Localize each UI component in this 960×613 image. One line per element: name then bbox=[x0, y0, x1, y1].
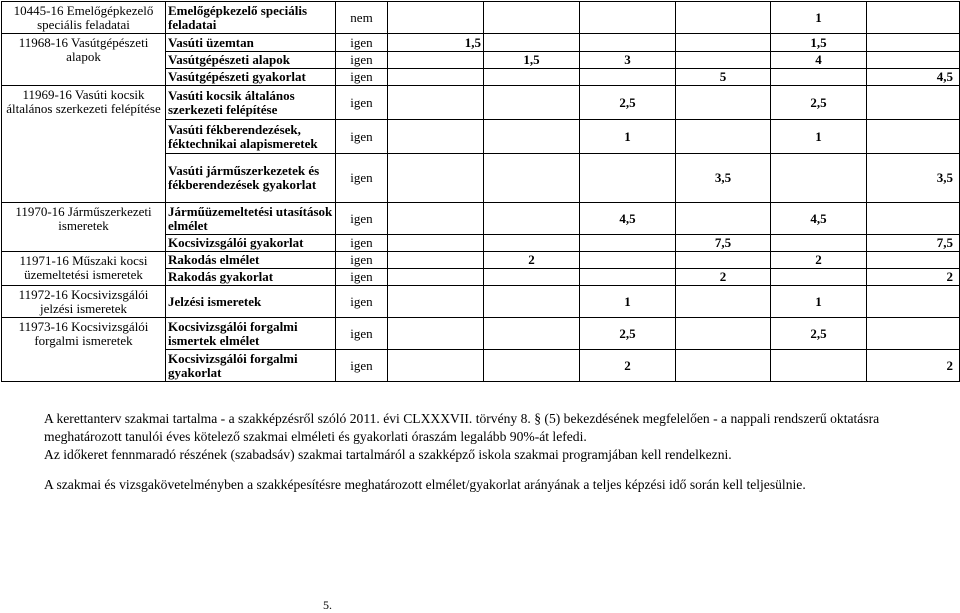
hours-cell: 1 bbox=[771, 2, 867, 34]
hours-cell bbox=[388, 69, 484, 86]
hours-cell: 1 bbox=[580, 120, 676, 154]
hours-cell: 2 bbox=[771, 252, 867, 269]
required-cell: igen bbox=[336, 318, 388, 350]
topic-cell: Vasútgépészeti alapok bbox=[166, 52, 336, 69]
hours-cell bbox=[867, 252, 960, 269]
required-cell: igen bbox=[336, 269, 388, 286]
module-cell: 11969-16 Vasúti kocsik általános szerkezeti felépítése bbox=[2, 86, 166, 203]
hours-cell bbox=[580, 69, 676, 86]
hours-cell: 2 bbox=[867, 269, 960, 286]
hours-cell bbox=[771, 69, 867, 86]
table-row bbox=[2, 203, 960, 235]
hours-cell bbox=[676, 286, 771, 318]
hours-cell bbox=[484, 286, 580, 318]
topic-cell: Vasúti fékberendezések, féktechnikai alapismeretek bbox=[166, 120, 336, 154]
hours-cell: 1,5 bbox=[771, 34, 867, 52]
hours-cell bbox=[484, 154, 580, 203]
hours-cell bbox=[388, 350, 484, 382]
hours-cell bbox=[388, 318, 484, 350]
hours-cell: 1,5 bbox=[388, 34, 484, 52]
hours-cell bbox=[388, 235, 484, 252]
hours-cell bbox=[388, 2, 484, 34]
required-cell: igen bbox=[336, 252, 388, 269]
table-row bbox=[2, 318, 960, 350]
hours-cell bbox=[484, 203, 580, 235]
topic-cell: Vasúti járműszerkezetek és fékberendezések gyakorlat bbox=[166, 154, 336, 203]
hours-cell bbox=[867, 52, 960, 69]
hours-cell: 7,5 bbox=[867, 235, 960, 252]
required-cell: igen bbox=[336, 203, 388, 235]
table-row bbox=[2, 34, 960, 52]
topic-cell: Vasúti kocsik általános szerkezeti felépítése bbox=[166, 86, 336, 120]
topic-cell: Kocsivizsgálói forgalmi gyakorlat bbox=[166, 350, 336, 382]
hours-cell bbox=[388, 120, 484, 154]
hours-cell: 1,5 bbox=[484, 52, 580, 69]
hours-cell bbox=[580, 269, 676, 286]
required-cell: igen bbox=[336, 86, 388, 120]
hours-cell bbox=[580, 34, 676, 52]
hours-cell: 4,5 bbox=[867, 69, 960, 86]
topic-cell: Vasútgépészeti gyakorlat bbox=[166, 69, 336, 86]
required-cell: igen bbox=[336, 69, 388, 86]
table-row bbox=[2, 86, 960, 120]
hours-cell bbox=[580, 2, 676, 34]
required-cell: igen bbox=[336, 350, 388, 382]
hours-cell bbox=[484, 86, 580, 120]
hours-cell bbox=[676, 34, 771, 52]
hours-cell bbox=[676, 2, 771, 34]
hours-cell: 2,5 bbox=[771, 318, 867, 350]
hours-cell: 2,5 bbox=[580, 318, 676, 350]
hours-cell bbox=[388, 269, 484, 286]
required-cell: nem bbox=[336, 2, 388, 34]
required-cell: igen bbox=[336, 52, 388, 69]
table-row bbox=[2, 286, 960, 318]
hours-cell: 2 bbox=[676, 269, 771, 286]
module-cell: 11968-16 Vasútgépészeti alapok bbox=[2, 34, 166, 86]
hours-cell bbox=[676, 86, 771, 120]
hours-cell: 7,5 bbox=[676, 235, 771, 252]
hours-cell bbox=[580, 235, 676, 252]
topic-cell: Vasúti üzemtan bbox=[166, 34, 336, 52]
hours-cell: 1 bbox=[771, 120, 867, 154]
table-row bbox=[2, 2, 960, 34]
hours-cell bbox=[676, 120, 771, 154]
topic-cell: Rakodás elmélet bbox=[166, 252, 336, 269]
hours-cell bbox=[388, 286, 484, 318]
hours-cell bbox=[867, 203, 960, 235]
hours-cell bbox=[388, 252, 484, 269]
hours-cell bbox=[771, 350, 867, 382]
hours-cell bbox=[867, 2, 960, 34]
hours-cell bbox=[484, 269, 580, 286]
required-cell: igen bbox=[336, 34, 388, 52]
hours-cell bbox=[484, 350, 580, 382]
hours-cell: 1 bbox=[771, 286, 867, 318]
hours-cell bbox=[676, 203, 771, 235]
hours-cell: 2 bbox=[580, 350, 676, 382]
hours-cell bbox=[484, 34, 580, 52]
notes-block bbox=[44, 410, 954, 494]
topic-cell: Kocsivizsgálói gyakorlat bbox=[166, 235, 336, 252]
hours-cell bbox=[484, 235, 580, 252]
hours-cell: 2 bbox=[484, 252, 580, 269]
required-cell: igen bbox=[336, 235, 388, 252]
hours-cell: 1 bbox=[580, 286, 676, 318]
hours-cell bbox=[388, 154, 484, 203]
note-paragraph: Az időkeret fennmaradó részének (szabadsáv) szakmai tartalmáról a szakképző iskola szakmai programjában kell rendelkezni. bbox=[44, 447, 732, 462]
page-number: 5. bbox=[323, 598, 332, 612]
hours-cell bbox=[771, 235, 867, 252]
hours-cell bbox=[676, 52, 771, 69]
hours-cell: 4,5 bbox=[580, 203, 676, 235]
hours-cell bbox=[867, 286, 960, 318]
note-paragraph: A szakmai és vizsgakövetelményben a szakképesítésre meghatározott elmélet/gyakorlat arányának a teljes képzési idő során kell teljesülnie. bbox=[44, 477, 806, 492]
curriculum-table bbox=[1, 1, 960, 382]
topic-cell: Kocsivizsgálói forgalmi ismertek elmélet bbox=[166, 318, 336, 350]
note-paragraph: A kerettanterv szakmai tartalma - a szakképzésről szóló 2011. évi CLXXXVII. törvény 8. § (5) bekezdésének megfelelően - a nappali rendszerű oktatásra meghatározott tanulói éves kötelező szakmai elméleti és gyakorlati óraszám legalább 90%-át lefedi. bbox=[44, 411, 880, 444]
hours-cell bbox=[388, 203, 484, 235]
hours-cell: 4 bbox=[771, 52, 867, 69]
module-cell: 10445-16 Emelőgépkezelő speciális feladatai bbox=[2, 2, 166, 34]
hours-cell: 4,5 bbox=[771, 203, 867, 235]
module-cell: 11970-16 Járműszerkezeti ismeretek bbox=[2, 203, 166, 252]
hours-cell bbox=[484, 2, 580, 34]
module-cell: 11971-16 Műszaki kocsi üzemeltetési ismeretek bbox=[2, 252, 166, 286]
hours-cell bbox=[771, 154, 867, 203]
hours-cell: 2,5 bbox=[580, 86, 676, 120]
hours-cell bbox=[484, 69, 580, 86]
topic-cell: Jelzési ismeretek bbox=[166, 286, 336, 318]
hours-cell bbox=[867, 86, 960, 120]
module-cell: 11972-16 Kocsivizsgálói jelzési ismeretek bbox=[2, 286, 166, 318]
hours-cell bbox=[771, 269, 867, 286]
hours-cell: 5 bbox=[676, 69, 771, 86]
hours-cell bbox=[867, 120, 960, 154]
hours-cell: 3 bbox=[580, 52, 676, 69]
hours-cell bbox=[676, 350, 771, 382]
hours-cell bbox=[676, 252, 771, 269]
hours-cell bbox=[676, 318, 771, 350]
required-cell: igen bbox=[336, 286, 388, 318]
hours-cell bbox=[484, 120, 580, 154]
hours-cell bbox=[484, 318, 580, 350]
hours-cell: 3,5 bbox=[867, 154, 960, 203]
hours-cell bbox=[867, 34, 960, 52]
table-row bbox=[2, 252, 960, 269]
topic-cell: Járműüzemeltetési utasítások elmélet bbox=[166, 203, 336, 235]
topic-cell: Emelőgépkezelő speciális feladatai bbox=[166, 2, 336, 34]
topic-cell: Rakodás gyakorlat bbox=[166, 269, 336, 286]
hours-cell bbox=[580, 252, 676, 269]
required-cell: igen bbox=[336, 120, 388, 154]
hours-cell: 2 bbox=[867, 350, 960, 382]
hours-cell bbox=[580, 154, 676, 203]
module-cell: 11973-16 Kocsivizsgálói forgalmi ismeretek bbox=[2, 318, 166, 382]
hours-cell: 2,5 bbox=[771, 86, 867, 120]
hours-cell bbox=[867, 318, 960, 350]
hours-cell bbox=[388, 52, 484, 69]
hours-cell: 3,5 bbox=[676, 154, 771, 203]
hours-cell bbox=[388, 86, 484, 120]
required-cell: igen bbox=[336, 154, 388, 203]
